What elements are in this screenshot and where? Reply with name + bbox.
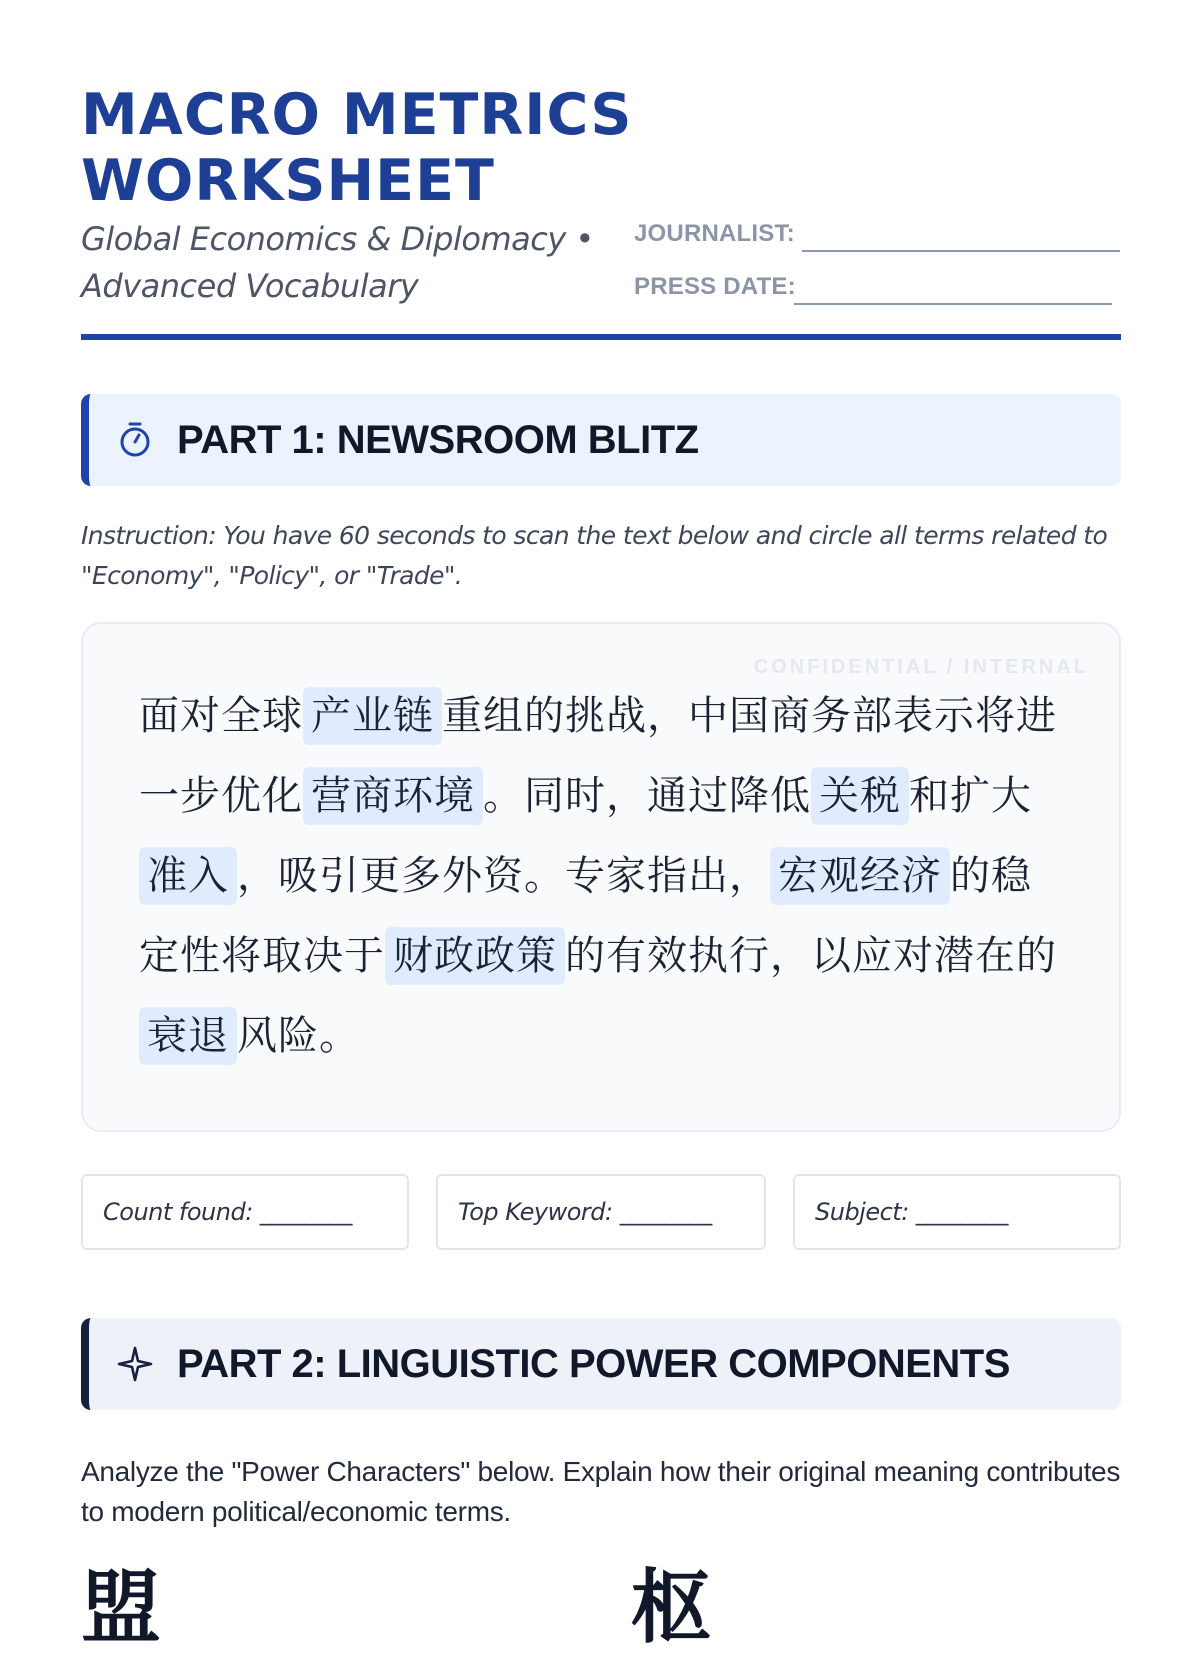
part1-instruction: Instruction: You have 60 seconds to scan the text below and circle all terms related to "Economy", "Policy", or "Trade". — [81, 521, 1108, 590]
subject-field[interactable]: Subject: ________ — [793, 1174, 1121, 1250]
press-date-input-line[interactable] — [794, 303, 1112, 305]
highlighted-term[interactable]: 产业链 — [303, 687, 442, 745]
news-passage-box — [81, 622, 1121, 1132]
part2-instruction: Analyze the "Power Characters" below. Explain how their original meaning contributes to modern political/economic terms. — [81, 1456, 1121, 1527]
passage-text: 风险。 — [237, 1013, 360, 1059]
part1-section-header — [81, 394, 1121, 486]
page-title — [81, 82, 632, 214]
title-line-2: WORKSHEET — [81, 148, 495, 214]
news-passage[interactable] — [139, 676, 1069, 1076]
press-date-label: PRESS DATE: — [634, 273, 796, 300]
page-subtitle — [81, 216, 601, 310]
title-line-1: MACRO METRICS — [81, 82, 633, 148]
count-found-field[interactable]: Count found: ________ — [81, 1174, 409, 1250]
sparkle-icon — [115, 1344, 155, 1384]
highlighted-term[interactable]: 衰退 — [139, 1007, 237, 1065]
subtitle-line-2: Advanced Vocabulary — [81, 267, 419, 305]
passage-text: 的有效执行，以应对潜在的 — [565, 933, 1057, 979]
top-keyword-field[interactable]: Top Keyword: ________ — [436, 1174, 766, 1250]
part2-section-header — [81, 1318, 1121, 1410]
journalist-input-line[interactable] — [802, 250, 1120, 252]
subtitle-line-1: Global Economics & Diplomacy • — [81, 220, 594, 258]
confidential-watermark: CONFIDENTIAL / INTERNAL — [753, 656, 1089, 678]
journalist-field[interactable] — [634, 212, 1121, 252]
highlighted-term[interactable]: 宏观经济 — [770, 847, 950, 905]
highlighted-term[interactable]: 关税 — [811, 767, 909, 825]
passage-text: 面对全球 — [139, 693, 303, 739]
passage-text: 和扩大 — [909, 773, 1032, 819]
power-character-1: 盟 — [81, 1561, 161, 1654]
passage-text: ，吸引更多外资。专家指出， — [237, 853, 770, 899]
press-date-field[interactable] — [634, 265, 1121, 305]
highlighted-term[interactable]: 营商环境 — [303, 767, 483, 825]
power-character-2: 枢 — [631, 1561, 711, 1654]
stopwatch-icon — [115, 420, 155, 460]
header-divider — [81, 334, 1121, 340]
part1-title: PART 1: NEWSROOM BLITZ — [177, 418, 699, 462]
passage-text: 重组的挑战，中国商务部表示将进一步优化 — [139, 693, 1057, 819]
part2-title: PART 2: LINGUISTIC POWER COMPONENTS — [177, 1342, 1010, 1386]
passage-text: 的稳定性将取决于 — [139, 853, 1032, 979]
journalist-label: JOURNALIST: — [634, 220, 795, 247]
highlighted-term[interactable]: 财政政策 — [385, 927, 565, 985]
passage-text: 。同时，通过降低 — [483, 773, 811, 819]
highlighted-term[interactable]: 准入 — [139, 847, 237, 905]
